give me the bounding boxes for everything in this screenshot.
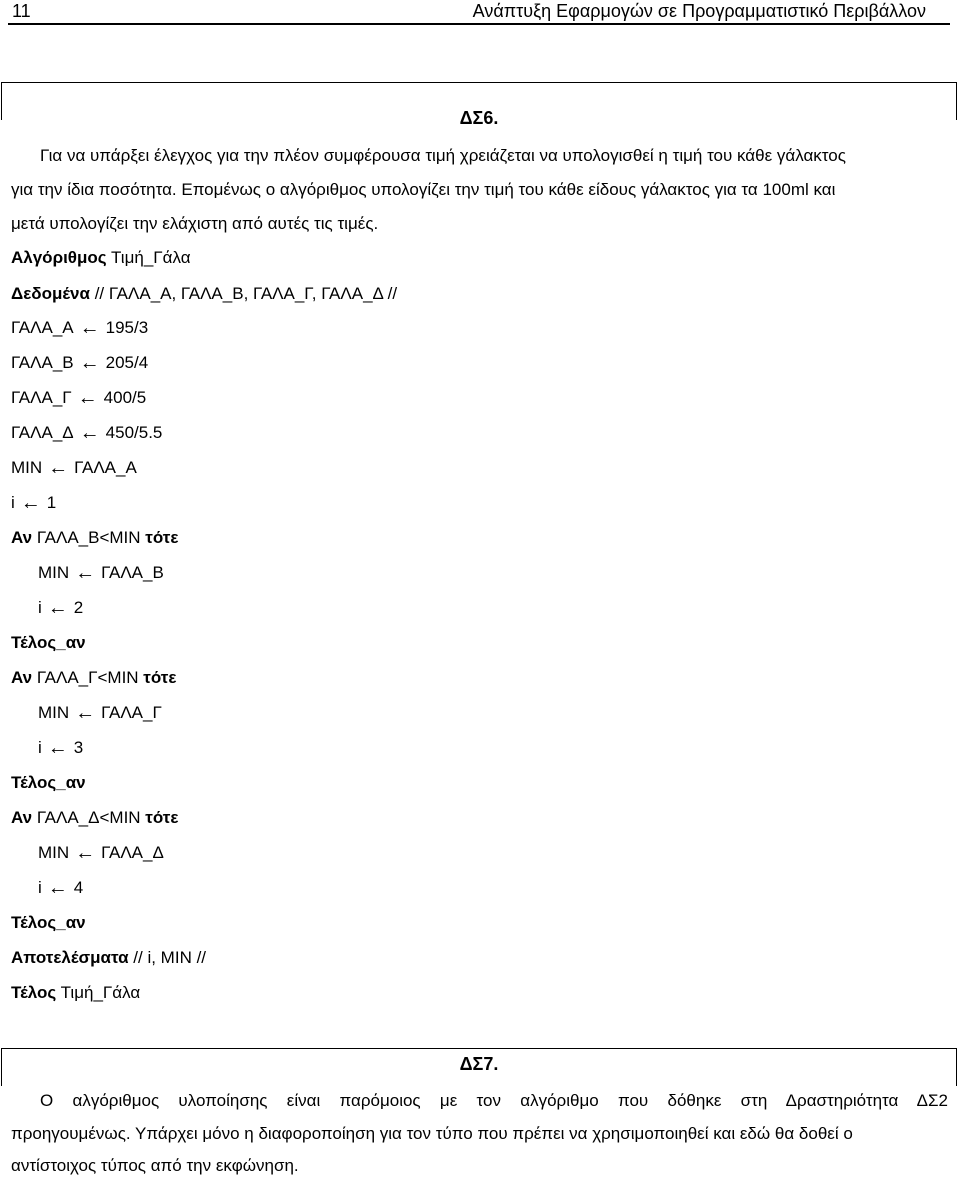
keyword-data: Δεδομένα <box>11 284 90 303</box>
keyword-algorithm: Αλγόριθμος <box>11 248 107 267</box>
algorithm-name: Τιμή_Γάλα <box>106 248 191 267</box>
section-box-ds6 <box>1 82 957 128</box>
assign-i-3: i ← 3 <box>38 737 84 759</box>
assign-gala-c: ΓΑΛΑ_Γ ← 400/5 <box>11 387 147 409</box>
ds6-paragraph-line-3: μετά υπολογίζει την ελάχιστη από αυτές τις τιμές. <box>11 214 379 233</box>
assign-i-2: i ← 2 <box>38 597 84 619</box>
section-box-ds7 <box>1 1048 957 1086</box>
arrow-left-icon: ← <box>75 702 96 724</box>
results-statement: Αποτελέσματα // i, MIN // <box>11 948 207 967</box>
data-declaration <box>11 284 397 304</box>
end-if-3: Τέλος_αν <box>11 913 86 932</box>
if-statement-2: Αν ΓΑΛΑ_Γ<MIN τότε <box>11 668 177 687</box>
ds7-paragraph-line-2: προηγουμένως. Υπάρχει μόνο η διαφοροποίηση για τον τύπο που πρέπει να χρησιμοποιηθεί και εδώ θα δοθεί ο <box>11 1124 853 1143</box>
algorithm-header <box>11 248 191 268</box>
assign-i-init: i ← 1 <box>11 492 57 514</box>
assign-gala-b: ΓΑΛΑ_Β ← 205/4 <box>11 352 149 374</box>
data-variables: // ΓΑΛΑ_Α, ΓΑΛΑ_Β, ΓΑΛΑ_Γ, ΓΑΛΑ_Δ // <box>89 284 398 303</box>
assign-i-4: i ← 4 <box>38 877 84 899</box>
ds7-paragraph-line-1: Ο αλγόριθμος υλοποίησης είναι παρόμοιος με τον αλγόριθμο που δόθηκε στη Δραστηριότητα ΔΣ2 <box>40 1091 948 1110</box>
if-statement-3: Αν ΓΑΛΑ_Δ<MIN τότε <box>11 808 179 827</box>
arrow-left-icon: ← <box>20 492 41 514</box>
arrow-left-icon: ← <box>79 352 100 374</box>
arrow-left-icon: ← <box>75 842 96 864</box>
arrow-left-icon: ← <box>48 457 69 479</box>
arrow-left-icon: ← <box>79 317 100 339</box>
assign-min-b: MIN ← ΓΑΛΑ_Β <box>38 562 164 584</box>
page-header <box>8 0 950 25</box>
assign-min-d: MIN ← ΓΑΛΑ_Δ <box>38 842 164 864</box>
arrow-left-icon: ← <box>79 422 100 444</box>
end-algorithm: Τέλος Τιμή_Γάλα <box>11 983 141 1002</box>
arrow-left-icon: ← <box>47 877 68 899</box>
arrow-left-icon: ← <box>47 597 68 619</box>
if-statement-1: Αν ΓΑΛΑ_Β<MIN τότε <box>11 528 179 547</box>
assign-min-init: MIN ← ΓΑΛΑ_Α <box>11 457 137 479</box>
section-label-ds6: ΔΣ6. <box>459 108 499 128</box>
assign-gala-d: ΓΑΛΑ_Δ ← 450/5.5 <box>11 422 163 444</box>
ds7-paragraph-line-3: αντίστοιχος τύπος από την εκφώνηση. <box>11 1156 299 1175</box>
arrow-left-icon: ← <box>47 737 68 759</box>
arrow-left-icon: ← <box>75 562 96 584</box>
section-label-ds7: ΔΣ7. <box>459 1054 499 1074</box>
ds6-paragraph-line-2: για την ίδια ποσότητα. Επομένως ο αλγόριθμος υπολογίζει την τιμή του κάθε είδους γάλακτος για τα 100ml και <box>11 180 836 199</box>
end-if-1: Τέλος_αν <box>11 633 86 652</box>
assign-min-c: MIN ← ΓΑΛΑ_Γ <box>38 702 162 724</box>
page-number: 11 <box>12 1 31 21</box>
running-title: Ανάπτυξη Εφαρμογών σε Προγραμματιστικό Περιβάλλον <box>472 1 926 21</box>
ds6-paragraph-line-1: Για να υπάρξει έλεγχος για την πλέον συμφέρουσα τιμή χρειάζεται να υπολογισθεί η τιμή του κάθε γάλακτος <box>40 146 846 165</box>
arrow-left-icon: ← <box>77 387 98 409</box>
assign-gala-a: ΓΑΛΑ_Α ← 195/3 <box>11 317 149 339</box>
end-if-2: Τέλος_αν <box>11 773 86 792</box>
